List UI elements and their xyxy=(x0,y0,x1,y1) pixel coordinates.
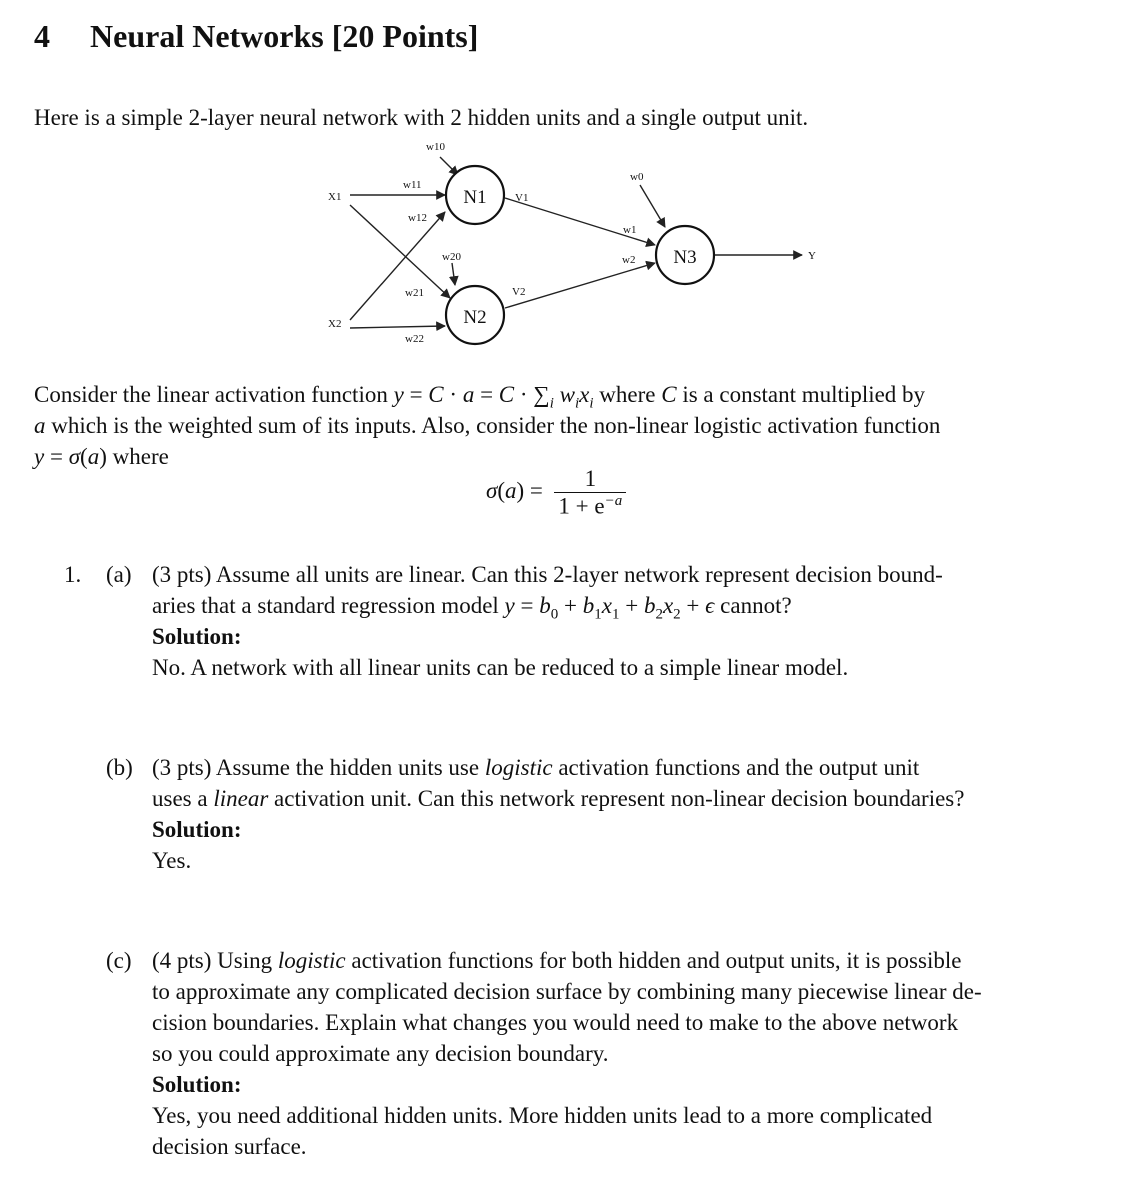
question-a-label: (a) xyxy=(106,562,132,587)
weight-w0: w0 xyxy=(630,171,644,183)
question-c-answer-line-2: decision surface. xyxy=(152,1134,307,1159)
edge-w20-bias xyxy=(452,263,455,285)
question-b-line-1: (3 pts) Assume the hidden units use logistic activation functions and the output unit xyxy=(152,755,920,780)
weight-v1: V1 xyxy=(515,192,529,204)
node-n1-label: N1 xyxy=(463,187,487,208)
edge-x2-n2 xyxy=(350,326,445,328)
edge-x1-n2 xyxy=(350,205,450,298)
edge-n1-n3 xyxy=(505,198,655,245)
edge-w0-bias xyxy=(640,185,665,227)
question-b-solution-label: Solution: xyxy=(152,817,242,842)
activation-line-3: y = σ(a) where xyxy=(34,444,169,469)
section-number: 4 xyxy=(34,18,50,54)
section-heading xyxy=(34,18,478,55)
question-c-line-2: to approximate any complicated decision surface by combining many piecewise linear de- xyxy=(152,979,982,1004)
weight-v2: V2 xyxy=(512,286,526,298)
question-c-solution-label: Solution: xyxy=(152,1072,242,1097)
question-c-line-1: (4 pts) Using logistic activation functions for both hidden and output units, it is possible xyxy=(152,948,962,973)
node-n3-label: N3 xyxy=(673,247,697,268)
output-y-label: Y xyxy=(808,250,816,262)
activation-line-1: Consider the linear activation function $y = C \cdot a = C \cdot \sum_i$ $w_ix_i$ where C is a constant multiplied by xyxy=(34,382,926,412)
question-a-line-2: aries that a standard regression model $y = b_0 + b_1x_1 + b_2x_2 + \epsilon$ cannot? xyxy=(152,593,792,623)
activation-line-2: a which is the weighted sum of its inputs. Also, consider the non-linear logistic activation function xyxy=(34,413,941,438)
weight-w20: w20 xyxy=(442,251,461,263)
question-a-answer: No. A network with all linear units can be reduced to a simple linear model. xyxy=(152,655,849,680)
edge-x2-n1 xyxy=(350,212,445,320)
question-c-label: (c) xyxy=(106,948,132,973)
question-a-line-1: (3 pts) Assume all units are linear. Can this 2-layer network represent decision bound- xyxy=(152,562,943,587)
question-b-label: (b) xyxy=(106,755,133,780)
question-b-line-2: uses a linear activation unit. Can this network represent non-linear decision boundaries? xyxy=(152,786,965,811)
weight-w21: w21 xyxy=(405,287,424,299)
input-x2-label: X2 xyxy=(328,318,342,330)
sigma-formula: σ(a) = $\frac{1}{1 + e^{-a}}$ xyxy=(486,466,626,520)
sigma-fraction: $\frac{1}{1 + e^{-a}}$ xyxy=(554,466,626,520)
weight-w11: w11 xyxy=(403,179,422,191)
question-a-solution-label: Solution: xyxy=(152,624,242,649)
input-x1-label: X1 xyxy=(328,191,342,203)
question-c-answer-line-1: Yes, you need additional hidden units. More hidden units lead to a more complicated xyxy=(152,1103,933,1128)
weight-w1: w1 xyxy=(623,224,637,236)
question-c-line-3: cision boundaries. Explain what changes you would need to make to the above network xyxy=(152,1010,959,1035)
node-n2-label: N2 xyxy=(463,307,487,328)
question-b-answer: Yes. xyxy=(152,848,192,873)
edge-n2-n3 xyxy=(505,263,655,308)
intro-text: Here is a simple 2-layer neural network with 2 hidden units and a single output unit. xyxy=(34,105,809,130)
question-list-number: 1. xyxy=(64,562,82,587)
neural-network-diagram xyxy=(300,135,840,350)
weight-w10: w10 xyxy=(426,141,445,153)
weight-w2: w2 xyxy=(622,254,636,266)
question-c-line-4: so you could approximate any decision boundary. xyxy=(152,1041,609,1066)
weight-w12: w12 xyxy=(408,212,427,224)
section-title: Neural Networks [20 Points] xyxy=(90,18,479,54)
weight-w22: w22 xyxy=(405,333,424,345)
